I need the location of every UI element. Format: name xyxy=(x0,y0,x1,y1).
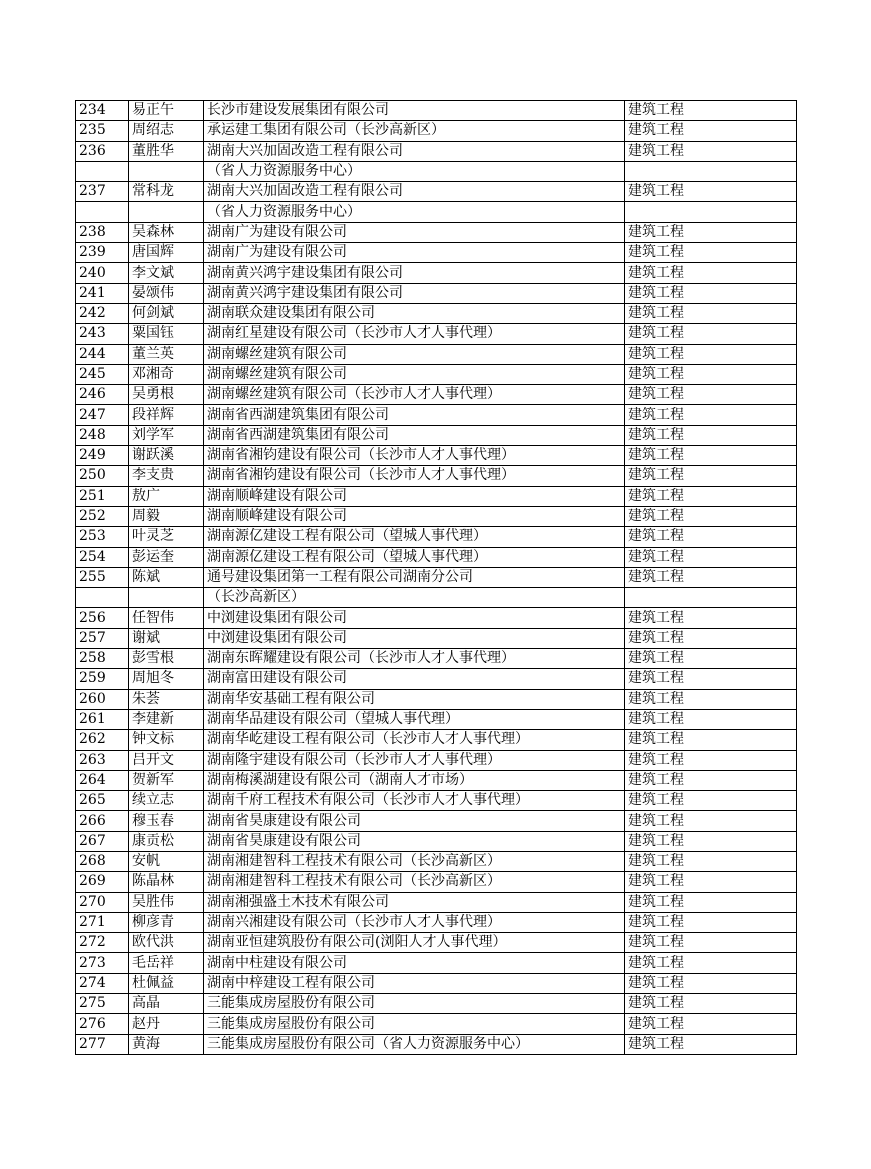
cell-organization: 湖南大兴加固改造工程有限公司 xyxy=(204,141,625,161)
cell-number: 260 xyxy=(76,689,129,709)
cell-name: 黄海 xyxy=(129,1034,204,1054)
cell-name: 周毅 xyxy=(129,506,204,526)
table-row xyxy=(76,567,797,587)
cell-field: 建筑工程 xyxy=(625,831,797,851)
cell-name: 唐国辉 xyxy=(129,243,204,263)
cell-number: 267 xyxy=(76,831,129,851)
table-row xyxy=(76,1034,797,1054)
cell-number: 252 xyxy=(76,506,129,526)
table-row xyxy=(76,263,797,283)
cell-organization: 湖南省昊康建设有限公司 xyxy=(204,811,625,831)
cell-name: 陈晶林 xyxy=(129,872,204,892)
cell-organization: 湖南源亿建设工程有限公司（望城人事代理） xyxy=(204,527,625,547)
cell-name: 穆玉春 xyxy=(129,811,204,831)
cell-number: 240 xyxy=(76,263,129,283)
table-row xyxy=(76,364,797,384)
cell-organization: 湖南螺丝建筑有限公司（长沙市人才人事代理） xyxy=(204,385,625,405)
cell-number: 235 xyxy=(76,121,129,141)
cell-field: 建筑工程 xyxy=(625,851,797,871)
cell-number: 247 xyxy=(76,405,129,425)
table-row xyxy=(76,669,797,689)
cell-name: 吕开文 xyxy=(129,750,204,770)
table-row xyxy=(76,202,797,222)
cell-number: 271 xyxy=(76,912,129,932)
roster-table-body xyxy=(76,101,797,1055)
cell-field: 建筑工程 xyxy=(625,912,797,932)
cell-organization: 湖南梅溪湖建设有限公司（湖南人才市场） xyxy=(204,770,625,790)
cell-name: 吴勇根 xyxy=(129,385,204,405)
cell-name: 段祥辉 xyxy=(129,405,204,425)
cell-field: 建筑工程 xyxy=(625,324,797,344)
cell-number: 268 xyxy=(76,851,129,871)
cell-number: 259 xyxy=(76,669,129,689)
cell-organization: 中浏建设集团有限公司 xyxy=(204,608,625,628)
table-row xyxy=(76,486,797,506)
cell-field: 建筑工程 xyxy=(625,608,797,628)
table-row xyxy=(76,588,797,608)
cell-organization: 承运建工集团有限公司（长沙高新区） xyxy=(204,121,625,141)
cell-field: 建筑工程 xyxy=(625,811,797,831)
cell-field: 建筑工程 xyxy=(625,669,797,689)
cell-name: 常科龙 xyxy=(129,182,204,202)
cell-organization: 湖南黄兴鸿宇建设集团有限公司 xyxy=(204,283,625,303)
cell-number: 272 xyxy=(76,933,129,953)
cell-field: 建筑工程 xyxy=(625,263,797,283)
cell-field xyxy=(625,161,797,181)
cell-organization: 湖南湘建智科工程技术有限公司（长沙高新区） xyxy=(204,851,625,871)
cell-field: 建筑工程 xyxy=(625,344,797,364)
table-row xyxy=(76,385,797,405)
cell-number: 264 xyxy=(76,770,129,790)
cell-number: 239 xyxy=(76,243,129,263)
table-row xyxy=(76,851,797,871)
cell-name: 贺新军 xyxy=(129,770,204,790)
cell-field: 建筑工程 xyxy=(625,303,797,323)
cell-field: 建筑工程 xyxy=(625,791,797,811)
cell-number xyxy=(76,202,129,222)
cell-organization: 湖南省西湖建筑集团有限公司 xyxy=(204,405,625,425)
table-row xyxy=(76,791,797,811)
cell-field xyxy=(625,202,797,222)
cell-number: 236 xyxy=(76,141,129,161)
cell-field: 建筑工程 xyxy=(625,892,797,912)
cell-name: 毛岳祥 xyxy=(129,953,204,973)
cell-field: 建筑工程 xyxy=(625,709,797,729)
cell-field: 建筑工程 xyxy=(625,649,797,669)
cell-field: 建筑工程 xyxy=(625,446,797,466)
cell-number: 234 xyxy=(76,101,129,121)
table-row xyxy=(76,973,797,993)
cell-number: 265 xyxy=(76,791,129,811)
cell-organization: 湖南华品建设有限公司（望城人事代理） xyxy=(204,709,625,729)
table-row xyxy=(76,222,797,242)
cell-organization: 湖南黄兴鸿宇建设集团有限公司 xyxy=(204,263,625,283)
cell-field: 建筑工程 xyxy=(625,243,797,263)
table-row xyxy=(76,811,797,831)
table-row xyxy=(76,141,797,161)
cell-organization: 湖南省昊康建设有限公司 xyxy=(204,831,625,851)
cell-organization: 通号建设集团第一工程有限公司湖南分公司 xyxy=(204,567,625,587)
cell-organization: 湖南螺丝建筑有限公司 xyxy=(204,344,625,364)
cell-number: 276 xyxy=(76,1014,129,1034)
cell-number: 251 xyxy=(76,486,129,506)
cell-field: 建筑工程 xyxy=(625,364,797,384)
cell-organization: 湖南湘建智科工程技术有限公司（长沙高新区） xyxy=(204,872,625,892)
table-row xyxy=(76,649,797,669)
cell-name: 彭运奎 xyxy=(129,547,204,567)
table-row xyxy=(76,182,797,202)
cell-organization: 湖南湘强盛土木技术有限公司 xyxy=(204,892,625,912)
cell-field: 建筑工程 xyxy=(625,385,797,405)
cell-number: 266 xyxy=(76,811,129,831)
cell-organization: 湖南顺峰建设有限公司 xyxy=(204,486,625,506)
cell-name xyxy=(129,202,204,222)
cell-organization: 三能集成房屋股份有限公司 xyxy=(204,1014,625,1034)
table-row xyxy=(76,527,797,547)
cell-number: 238 xyxy=(76,222,129,242)
cell-organization: 湖南富田建设有限公司 xyxy=(204,669,625,689)
cell-organization: 湖南省西湖建筑集团有限公司 xyxy=(204,425,625,445)
table-row xyxy=(76,446,797,466)
cell-field: 建筑工程 xyxy=(625,222,797,242)
cell-field: 建筑工程 xyxy=(625,933,797,953)
cell-name: 李支贵 xyxy=(129,466,204,486)
cell-organization: 湖南源亿建设工程有限公司（望城人事代理） xyxy=(204,547,625,567)
table-row xyxy=(76,344,797,364)
cell-field: 建筑工程 xyxy=(625,506,797,526)
cell-number: 243 xyxy=(76,324,129,344)
cell-field: 建筑工程 xyxy=(625,547,797,567)
cell-organization: 湖南顺峰建设有限公司 xyxy=(204,506,625,526)
cell-name: 周旭冬 xyxy=(129,669,204,689)
cell-number: 277 xyxy=(76,1034,129,1054)
table-row xyxy=(76,750,797,770)
cell-number: 241 xyxy=(76,283,129,303)
cell-name: 谢斌 xyxy=(129,628,204,648)
cell-field: 建筑工程 xyxy=(625,283,797,303)
cell-field: 建筑工程 xyxy=(625,770,797,790)
table-row xyxy=(76,506,797,526)
cell-number: 255 xyxy=(76,567,129,587)
cell-number xyxy=(76,588,129,608)
cell-organization: 三能集成房屋股份有限公司 xyxy=(204,994,625,1014)
cell-field: 建筑工程 xyxy=(625,628,797,648)
cell-organization: 湖南华安基础工程有限公司 xyxy=(204,689,625,709)
cell-organization: 湖南省湘钧建设有限公司（长沙市人才人事代理） xyxy=(204,466,625,486)
cell-organization: 湖南红星建设有限公司（长沙市人才人事代理） xyxy=(204,324,625,344)
cell-name: 柳彦青 xyxy=(129,912,204,932)
cell-field: 建筑工程 xyxy=(625,486,797,506)
cell-organization: 湖南大兴加固改造工程有限公司 xyxy=(204,182,625,202)
cell-name: 任智伟 xyxy=(129,608,204,628)
cell-name: 敖广 xyxy=(129,486,204,506)
cell-organization: 中浏建设集团有限公司 xyxy=(204,628,625,648)
table-row xyxy=(76,770,797,790)
cell-name: 续立志 xyxy=(129,791,204,811)
cell-name: 彭雪根 xyxy=(129,649,204,669)
cell-number: 257 xyxy=(76,628,129,648)
table-row xyxy=(76,730,797,750)
cell-name: 粟国钰 xyxy=(129,324,204,344)
cell-number: 261 xyxy=(76,709,129,729)
cell-field: 建筑工程 xyxy=(625,953,797,973)
cell-organization: 湖南广为建设有限公司 xyxy=(204,243,625,263)
cell-field: 建筑工程 xyxy=(625,730,797,750)
cell-name: 康贡松 xyxy=(129,831,204,851)
cell-number: 254 xyxy=(76,547,129,567)
cell-number: 246 xyxy=(76,385,129,405)
cell-organization: 湖南千府工程技术有限公司（长沙市人才人事代理） xyxy=(204,791,625,811)
cell-field: 建筑工程 xyxy=(625,872,797,892)
cell-field: 建筑工程 xyxy=(625,973,797,993)
cell-name: 董兰英 xyxy=(129,344,204,364)
cell-name: 邓湘奇 xyxy=(129,364,204,384)
table-row xyxy=(76,161,797,181)
cell-name: 朱荟 xyxy=(129,689,204,709)
cell-number: 258 xyxy=(76,649,129,669)
cell-number: 273 xyxy=(76,953,129,973)
cell-name: 董胜华 xyxy=(129,141,204,161)
cell-field: 建筑工程 xyxy=(625,182,797,202)
cell-organization: 湖南亚恒建筑股份有限公司(浏阳人才人事代理） xyxy=(204,933,625,953)
table-row xyxy=(76,243,797,263)
cell-organization: （省人力资源服务中心） xyxy=(204,202,625,222)
table-row xyxy=(76,425,797,445)
cell-name: 欧代洪 xyxy=(129,933,204,953)
cell-field: 建筑工程 xyxy=(625,750,797,770)
cell-organization: 湖南省湘钧建设有限公司（长沙市人才人事代理） xyxy=(204,446,625,466)
table-row xyxy=(76,933,797,953)
table-row xyxy=(76,953,797,973)
cell-name: 李建新 xyxy=(129,709,204,729)
cell-number: 253 xyxy=(76,527,129,547)
roster-table xyxy=(75,100,797,1055)
cell-name: 吴森林 xyxy=(129,222,204,242)
cell-field: 建筑工程 xyxy=(625,121,797,141)
table-row xyxy=(76,831,797,851)
cell-organization: 湖南隆宇建设有限公司（长沙市人才人事代理） xyxy=(204,750,625,770)
cell-name: 高晶 xyxy=(129,994,204,1014)
table-row xyxy=(76,547,797,567)
cell-name: 赵丹 xyxy=(129,1014,204,1034)
cell-organization: 三能集成房屋股份有限公司（省人力资源服务中心） xyxy=(204,1034,625,1054)
cell-organization: 湖南广为建设有限公司 xyxy=(204,222,625,242)
cell-number: 250 xyxy=(76,466,129,486)
cell-name: 晏颂伟 xyxy=(129,283,204,303)
table-row xyxy=(76,405,797,425)
cell-organization: （长沙高新区） xyxy=(204,588,625,608)
table-row xyxy=(76,628,797,648)
cell-name: 何剑斌 xyxy=(129,303,204,323)
table-row xyxy=(76,303,797,323)
cell-number: 269 xyxy=(76,872,129,892)
cell-field: 建筑工程 xyxy=(625,689,797,709)
cell-name: 周绍志 xyxy=(129,121,204,141)
cell-name: 叶灵芝 xyxy=(129,527,204,547)
cell-field: 建筑工程 xyxy=(625,994,797,1014)
cell-organization: （省人力资源服务中心） xyxy=(204,161,625,181)
cell-name: 易正午 xyxy=(129,101,204,121)
cell-field: 建筑工程 xyxy=(625,101,797,121)
table-row xyxy=(76,324,797,344)
cell-name: 陈斌 xyxy=(129,567,204,587)
table-row xyxy=(76,689,797,709)
cell-name: 杜佩益 xyxy=(129,973,204,993)
cell-field: 建筑工程 xyxy=(625,1034,797,1054)
cell-organization: 湖南华屹建设工程有限公司（长沙市人才人事代理） xyxy=(204,730,625,750)
cell-number: 256 xyxy=(76,608,129,628)
table-row xyxy=(76,466,797,486)
cell-organization: 湖南联众建设集团有限公司 xyxy=(204,303,625,323)
table-row xyxy=(76,283,797,303)
cell-name: 钟文标 xyxy=(129,730,204,750)
cell-number xyxy=(76,161,129,181)
cell-number: 245 xyxy=(76,364,129,384)
cell-organization: 湖南螺丝建筑有限公司 xyxy=(204,364,625,384)
table-row xyxy=(76,608,797,628)
cell-number: 249 xyxy=(76,446,129,466)
cell-field: 建筑工程 xyxy=(625,527,797,547)
cell-number: 270 xyxy=(76,892,129,912)
cell-field: 建筑工程 xyxy=(625,567,797,587)
cell-number: 263 xyxy=(76,750,129,770)
table-row xyxy=(76,912,797,932)
cell-organization: 湖南中梓建设工程有限公司 xyxy=(204,973,625,993)
cell-field: 建筑工程 xyxy=(625,405,797,425)
cell-name: 吴胜伟 xyxy=(129,892,204,912)
cell-organization: 长沙市建设发展集团有限公司 xyxy=(204,101,625,121)
cell-field: 建筑工程 xyxy=(625,1014,797,1034)
cell-number: 242 xyxy=(76,303,129,323)
cell-organization: 湖南兴湘建设有限公司（长沙市人才人事代理） xyxy=(204,912,625,932)
table-row xyxy=(76,709,797,729)
cell-field: 建筑工程 xyxy=(625,141,797,161)
table-row xyxy=(76,872,797,892)
cell-field xyxy=(625,588,797,608)
table-row xyxy=(76,892,797,912)
cell-name xyxy=(129,588,204,608)
table-row xyxy=(76,121,797,141)
cell-name xyxy=(129,161,204,181)
cell-organization: 湖南东晖耀建设有限公司（长沙市人才人事代理） xyxy=(204,649,625,669)
cell-number: 237 xyxy=(76,182,129,202)
table-row xyxy=(76,1014,797,1034)
cell-field: 建筑工程 xyxy=(625,425,797,445)
cell-number: 248 xyxy=(76,425,129,445)
cell-name: 李文斌 xyxy=(129,263,204,283)
cell-number: 274 xyxy=(76,973,129,993)
cell-name: 安帆 xyxy=(129,851,204,871)
cell-number: 275 xyxy=(76,994,129,1014)
cell-number: 262 xyxy=(76,730,129,750)
table-row xyxy=(76,101,797,121)
cell-name: 谢跃溪 xyxy=(129,446,204,466)
cell-field: 建筑工程 xyxy=(625,466,797,486)
table-row xyxy=(76,994,797,1014)
cell-organization: 湖南中柱建设有限公司 xyxy=(204,953,625,973)
cell-number: 244 xyxy=(76,344,129,364)
cell-name: 刘学军 xyxy=(129,425,204,445)
